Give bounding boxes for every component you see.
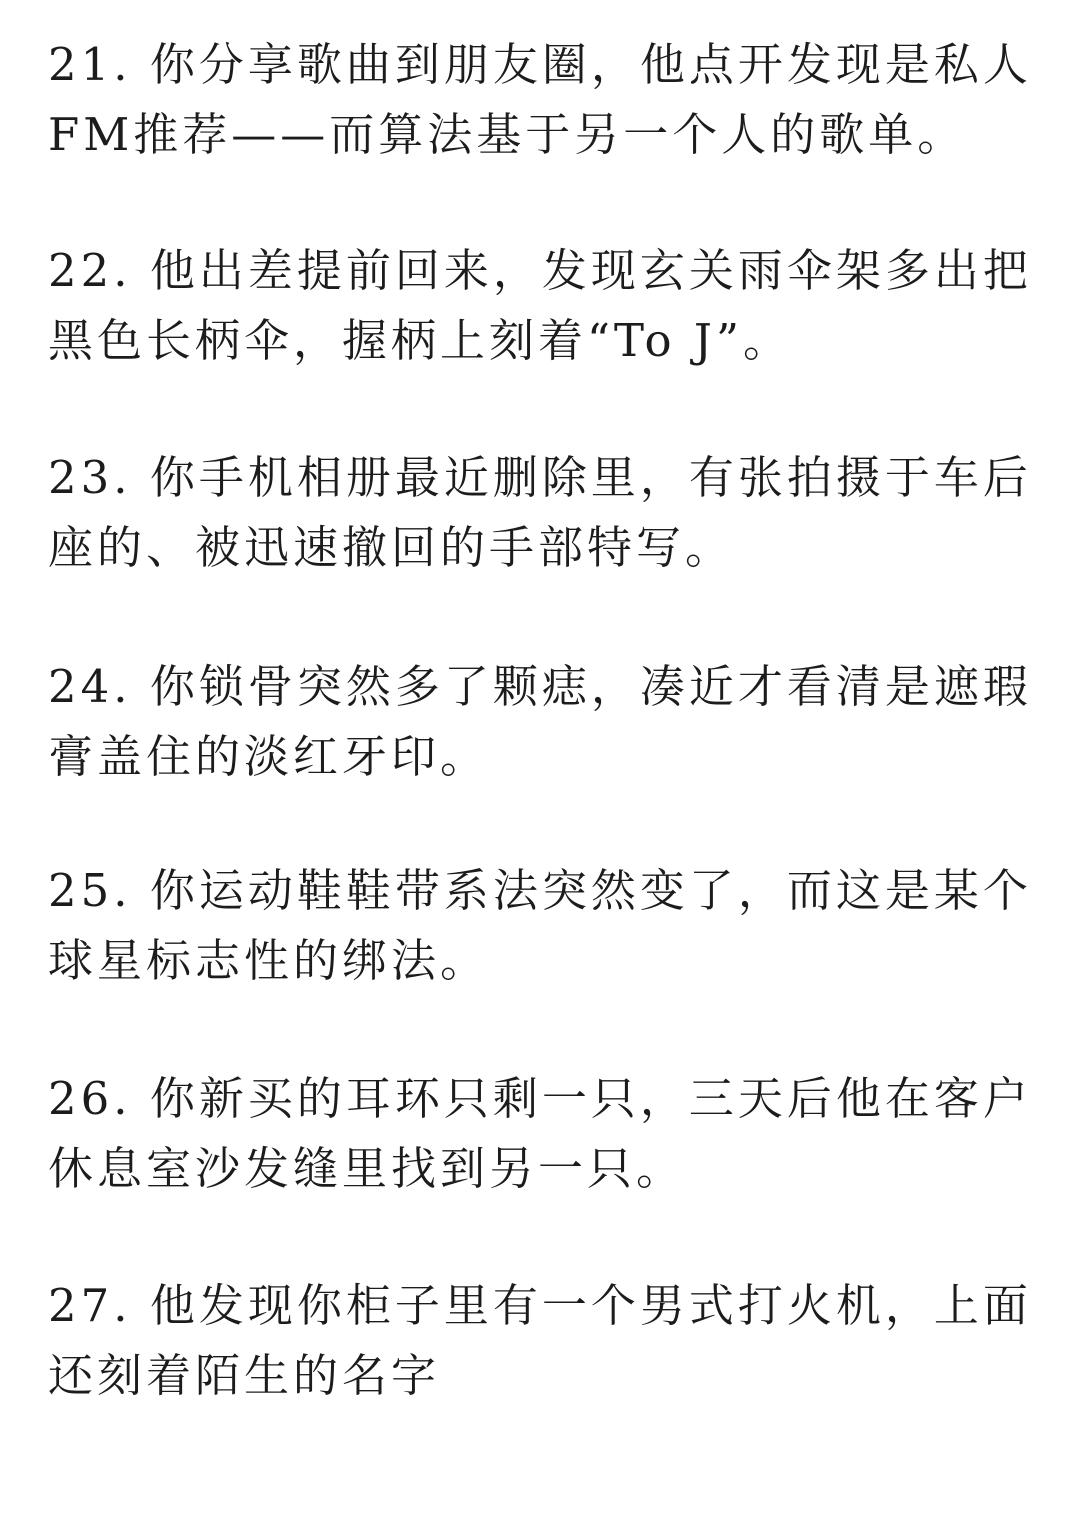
list-item	[48, 30, 1038, 170]
list-item	[48, 652, 1038, 792]
list-item	[48, 856, 1038, 996]
item-line: 22. 他出差提前回来，发现玄关雨伞架多出把	[48, 244, 1032, 297]
item-line: 21. 你分享歌曲到朋友圈，他点开发现是私人	[48, 38, 1032, 91]
item-line: 黑色长柄伞，握柄上刻着“To J”。	[48, 314, 792, 367]
item-line: 23. 你手机相册最近删除里，有张拍摄于车后	[48, 451, 1032, 504]
item-line: 25. 你运动鞋鞋带系法突然变了，而这是某个	[48, 864, 1032, 917]
item-line: FM推荐——而算法基于另一个人的歌单。	[48, 108, 967, 161]
list-item	[48, 1271, 1038, 1411]
item-line: 膏盖住的淡红牙印。	[48, 730, 490, 783]
list-item	[48, 236, 1038, 376]
item-line: 还刻着陌生的名字	[48, 1349, 441, 1402]
item-line: 座的、被迅速撤回的手部特写。	[48, 521, 735, 574]
list-item	[48, 1064, 1038, 1204]
item-line: 27. 他发现你柜子里有一个男式打火机，上面	[48, 1279, 1032, 1332]
item-line: 26. 你新买的耳环只剩一只，三天后他在客户	[48, 1072, 1032, 1125]
list-item	[48, 443, 1038, 583]
item-line: 球星标志性的绑法。	[48, 934, 490, 987]
item-line: 休息室沙发缝里找到另一只。	[48, 1142, 686, 1195]
item-line: 24. 你锁骨突然多了颗痣，凑近才看清是遮瑕	[48, 660, 1032, 713]
